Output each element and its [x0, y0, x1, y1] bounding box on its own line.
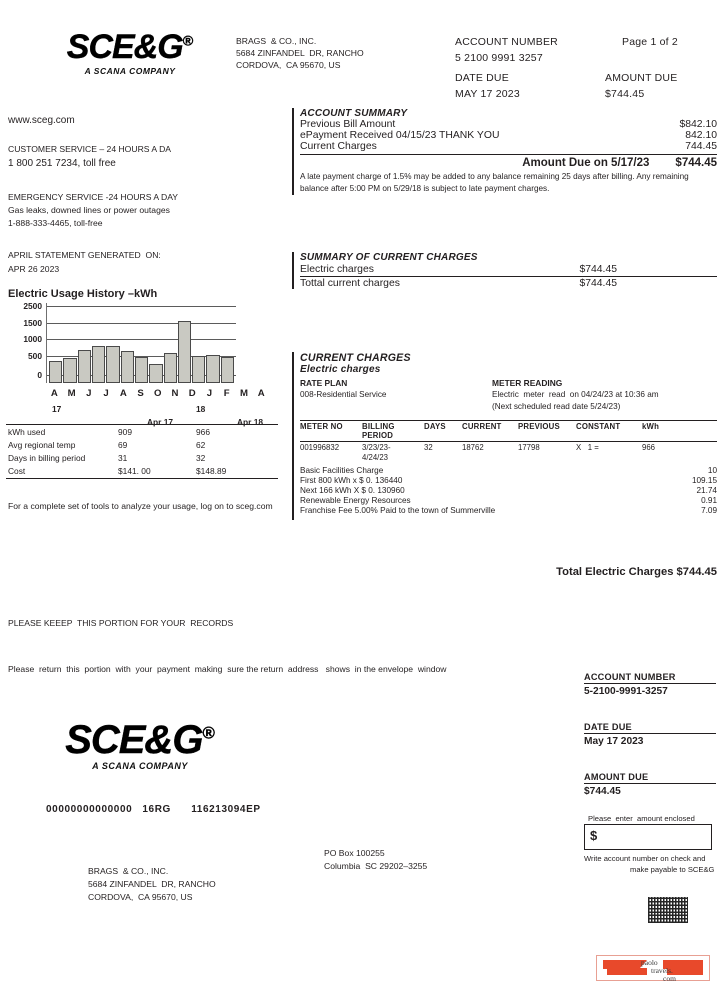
summary-row-value: 842.10 [685, 130, 717, 141]
chart-bar [149, 364, 162, 383]
amount-due-row-label: Amount Due on 5/17/23 [522, 157, 650, 169]
stub-date-due-label: DATE DUE [584, 722, 632, 732]
charge-line-value: 10 [707, 465, 717, 475]
customer-name: BRAGS & CO., INC. [236, 36, 317, 46]
check-note-line2: make payable to SCE&G [630, 865, 715, 874]
table-row [6, 451, 278, 464]
usage-comparison-table [6, 424, 278, 479]
usage-tools-note: For a complete set of tools to analyze your usage, log on to sceg.com [8, 501, 273, 511]
chart-plot-area [46, 303, 236, 383]
col-days: DAYS [424, 422, 446, 431]
stub-account-number-label: ACCOUNT NUMBER [584, 672, 676, 682]
chart-x-label: A [119, 388, 128, 399]
charge-line [300, 506, 717, 516]
chart-x-label: F [223, 388, 231, 399]
summary-row-value: 744.45 [685, 141, 717, 152]
usage-row-curr: 62 [196, 439, 206, 450]
account-summary-panel [292, 108, 717, 195]
charge-line-label: First 800 kWh x $ 0. 136440 [300, 475, 403, 485]
y-tick-label: 2500 [23, 301, 42, 311]
badge-bar-bottom-left [607, 968, 647, 975]
total-current-value: $744.45 [579, 278, 617, 289]
amount-enclosed-input[interactable] [584, 824, 712, 850]
summary-row-label: ePayment Received 04/15/23 THANK YOU [300, 130, 500, 141]
stub-amount-due-label: AMOUNT DUE [584, 772, 649, 782]
electric-charges-label: Electric charges [300, 264, 374, 275]
badge-text-line2: travels. [651, 966, 673, 975]
keep-portion-notice: PLEASE KEEEP THIS PORTION FOR YOUR RECORDS [8, 618, 234, 628]
amount-due-row-value: $744.45 [675, 157, 717, 169]
charge-line-value: 21.74 [696, 485, 717, 495]
kwh-value: 966 [642, 442, 656, 452]
rate-plan-value: 008-Residential Service [300, 390, 387, 399]
chart-x-label: A [50, 388, 59, 399]
usage-row-curr: 966 [196, 426, 210, 437]
usage-row-prev: 31 [118, 452, 128, 463]
charge-line [300, 475, 717, 485]
chart-title: Electric Usage History –kWh [8, 288, 158, 300]
enter-amount-label: Please enter amount enclosed [588, 814, 695, 823]
meter-reading-line2: (Next scheduled read date 5/24/23) [492, 402, 621, 411]
previous-reading-value: 17798 [518, 442, 540, 452]
badge-text-line1: paolo [641, 958, 658, 967]
late-payment-notice: A late payment charge of 1.5% may be added to any balance remaining 25 days after billing. Any remaining balance after 5:00 PM on 5/29/18 is subject to late payment charges. [300, 172, 689, 193]
empty-cell [300, 452, 362, 462]
customer-address-line2: CORDOVA, CA 95670, US [236, 60, 341, 70]
customer-service-title: CUSTOMER SERVICE – 24 HOURS A DA [8, 144, 172, 154]
usage-row-prev: 909 [118, 426, 132, 437]
usage-history-chart [8, 303, 236, 383]
col-billing-period: BILLING PERIOD [362, 422, 395, 440]
remit-address-line2: Columbia SC 29202–3255 [324, 861, 428, 871]
usage-row-label: Days in billing period [8, 452, 86, 463]
current-charges-subtitle: Electric charges [300, 364, 381, 375]
table-header-row [300, 421, 717, 442]
page-indicator: Page 1 of 2 [622, 36, 678, 48]
stub-amount-due-field [584, 772, 716, 797]
current-reading-value: 18762 [462, 442, 484, 452]
days-value: 32 [424, 442, 433, 452]
chart-range-start-label: Apr 17 [147, 417, 174, 427]
col-current: CURRENT [462, 422, 502, 431]
meter-reading-line1: Electric meter read on 04/24/23 at 10:36 am [492, 390, 659, 399]
col-meter-no: METER NO [300, 422, 343, 431]
amount-due-label: AMOUNT DUE [605, 72, 678, 84]
usage-row-prev: 69 [118, 439, 128, 450]
summary-row-value: $842.10 [679, 119, 717, 130]
charge-line-value: 7.09 [701, 506, 717, 516]
table-row [6, 465, 278, 479]
multiply-symbol: X [576, 442, 582, 452]
charge-line-label: Renewable Energy Resources [300, 496, 411, 506]
chart-x-label: J [206, 388, 213, 399]
chart-x-label: J [103, 388, 110, 399]
chart-bar [135, 357, 148, 383]
charge-line-label: Basic Facilities Charge [300, 465, 384, 475]
chart-bar [178, 321, 191, 383]
customer-service-phone: 1 800 251 7234, toll free [8, 158, 116, 169]
chart-bar [78, 350, 91, 383]
charge-lines-list [300, 465, 717, 516]
charge-line [300, 496, 717, 506]
usage-row-prev: $141. 00 [118, 466, 151, 477]
col-constant: CONSTANT [576, 422, 621, 431]
logo-tagline-stub: A SCANA COMPANY [92, 761, 188, 771]
usage-row-label: Avg regional temp [8, 439, 76, 450]
y-tick-label: 1500 [23, 318, 42, 328]
col-previous: PREVIOUS [518, 422, 560, 431]
table-row [300, 452, 717, 462]
charge-line-label: Next 166 kWh X $ 0. 130960 [300, 485, 405, 495]
account-summary-title: ACCOUNT SUMMARY [300, 108, 408, 119]
billing-period-end: 4/24/23 [362, 452, 389, 462]
watermark-badge [596, 955, 710, 981]
company-logo [40, 30, 220, 76]
stub-account-number-field [584, 672, 716, 697]
chart-x-label: O [154, 388, 162, 399]
rate-plan-label: RATE PLAN [300, 378, 348, 388]
registered-mark-stub: ® [202, 723, 215, 743]
table-row [300, 442, 717, 453]
date-due-label: DATE DUE [455, 72, 509, 84]
return-portion-notice: Please return this portion with your payment making sure the return address shows in the envelope window [8, 664, 447, 674]
chart-year-start: 17 [52, 404, 62, 414]
statement-generated-label: APRIL STATEMENT GENERATED ON: [8, 250, 161, 260]
remit-address-line1: PO Box 100255 [324, 848, 385, 858]
stub-customer-address2: CORDOVA, CA 95670, US [88, 892, 193, 902]
stub-date-due-field [584, 722, 716, 747]
chart-bar [164, 353, 177, 383]
summary-row [300, 119, 717, 130]
usage-row-curr: 32 [196, 452, 206, 463]
amount-due-value: $744.45 [605, 88, 645, 100]
summary-row [300, 141, 717, 152]
chart-x-label: S [137, 388, 145, 399]
y-tick-label: 1000 [23, 334, 42, 344]
y-tick-label: 0 [37, 370, 42, 380]
summary-row-label: Current Charges [300, 141, 377, 152]
coupon-scanline-code: 00000000000000 16RG 116213094EP [46, 804, 261, 815]
chart-x-label: J [86, 388, 92, 399]
emergency-service-title: EMERGENCY SERVICE -24 HOURS A DAY [8, 192, 179, 202]
empty-cell [424, 452, 717, 462]
current-charges-panel [292, 352, 717, 520]
company-logo-stub [30, 720, 250, 771]
chart-bar [49, 361, 62, 383]
summary-current-divider [300, 276, 717, 277]
chart-x-label: M [239, 388, 249, 399]
constant-value [576, 442, 642, 453]
date-due-value: MAY 17 2023 [455, 88, 520, 100]
billing-period-start: 3/23/23- [362, 442, 391, 452]
emergency-service-desc: Gas leaks, downed lines or power outages [8, 205, 170, 215]
chart-bar [121, 351, 134, 383]
charge-line [300, 485, 717, 495]
stub-account-number-value: 5-2100-9991-3257 [584, 686, 668, 697]
usage-row-label: kWh used [8, 426, 46, 437]
charge-line [300, 465, 717, 475]
chart-range-end-label: Apr 18 [237, 417, 264, 427]
chart-x-label: D [188, 388, 197, 399]
meter-reading-label: METER READING [492, 378, 563, 388]
stub-customer-address1: 5684 ZINFANDEL DR, RANCHO [88, 879, 216, 889]
meter-no-value: 001996832 [300, 442, 340, 452]
logo-tagline: A SCANA COMPANY [84, 66, 176, 76]
chart-x-label: M [67, 388, 77, 399]
chart-bars [47, 303, 236, 383]
table-row [6, 438, 278, 451]
logo-name: SCE&G [66, 28, 183, 66]
amount-due-row [300, 155, 717, 169]
chart-bar [206, 355, 219, 383]
registered-mark: ® [182, 33, 194, 50]
summary-row [300, 130, 717, 141]
summary-row-label: Previous Bill Amount [300, 119, 396, 130]
summary-current-charges-panel [292, 252, 717, 289]
chart-x-label: A [257, 388, 266, 399]
usage-row-label: Cost [8, 466, 26, 477]
account-number-label: ACCOUNT NUMBER [455, 36, 558, 48]
usage-row-curr: $148.89 [196, 466, 227, 477]
charge-line-value: 0.91 [701, 496, 717, 506]
constant-number: 1 = [587, 442, 599, 452]
chart-x-axis-labels [46, 388, 270, 399]
col-kwh: kWh [642, 422, 660, 431]
total-current-label: Tottal current charges [300, 278, 400, 289]
dollar-sign: $ [590, 828, 598, 843]
y-tick-label: 500 [28, 351, 42, 361]
total-current-charges-row [300, 278, 717, 289]
stub-amount-due-value: $744.45 [584, 786, 621, 797]
charge-line-label: Franchise Fee 5.00% Paid to the town of Summerville [300, 506, 496, 516]
chart-year-end: 18 [196, 404, 206, 414]
logo-name-stub: SCE&G [65, 718, 203, 762]
meter-reading-table [300, 420, 717, 462]
stub-customer-name: BRAGS & CO., INC. [88, 866, 169, 876]
check-note-line1: Write account number on check and [584, 854, 706, 863]
website-link[interactable]: www.sceg.com [8, 115, 75, 126]
charge-line-value: 109.15 [691, 475, 717, 485]
chart-y-axis [8, 303, 44, 383]
emergency-service-phone: 1-888-333-4465, toll-free [8, 218, 103, 228]
electric-charges-value: $744.45 [579, 264, 617, 275]
chart-bar [221, 357, 234, 383]
chart-bar [192, 356, 205, 383]
account-number-value: 5 2100 9991 3257 [455, 52, 543, 64]
chart-x-label: N [171, 388, 179, 399]
chart-bar [63, 358, 76, 383]
electric-charges-row [300, 264, 717, 275]
badge-text-line3: com [663, 974, 676, 983]
qr-code [648, 897, 688, 923]
statement-generated-date: APR 26 2023 [8, 264, 60, 274]
table-row [6, 425, 278, 439]
chart-bar [92, 346, 105, 383]
stub-date-due-value: May 17 2023 [584, 736, 644, 747]
total-electric-charges: Total Electric Charges $744.45 [556, 566, 717, 578]
chart-bar [106, 346, 119, 383]
summary-current-title: SUMMARY OF CURRENT CHARGES [300, 252, 478, 263]
customer-address-line1: 5684 ZINFANDEL DR, RANCHO [236, 48, 364, 58]
current-charges-title: CURRENT CHARGES [300, 352, 411, 364]
